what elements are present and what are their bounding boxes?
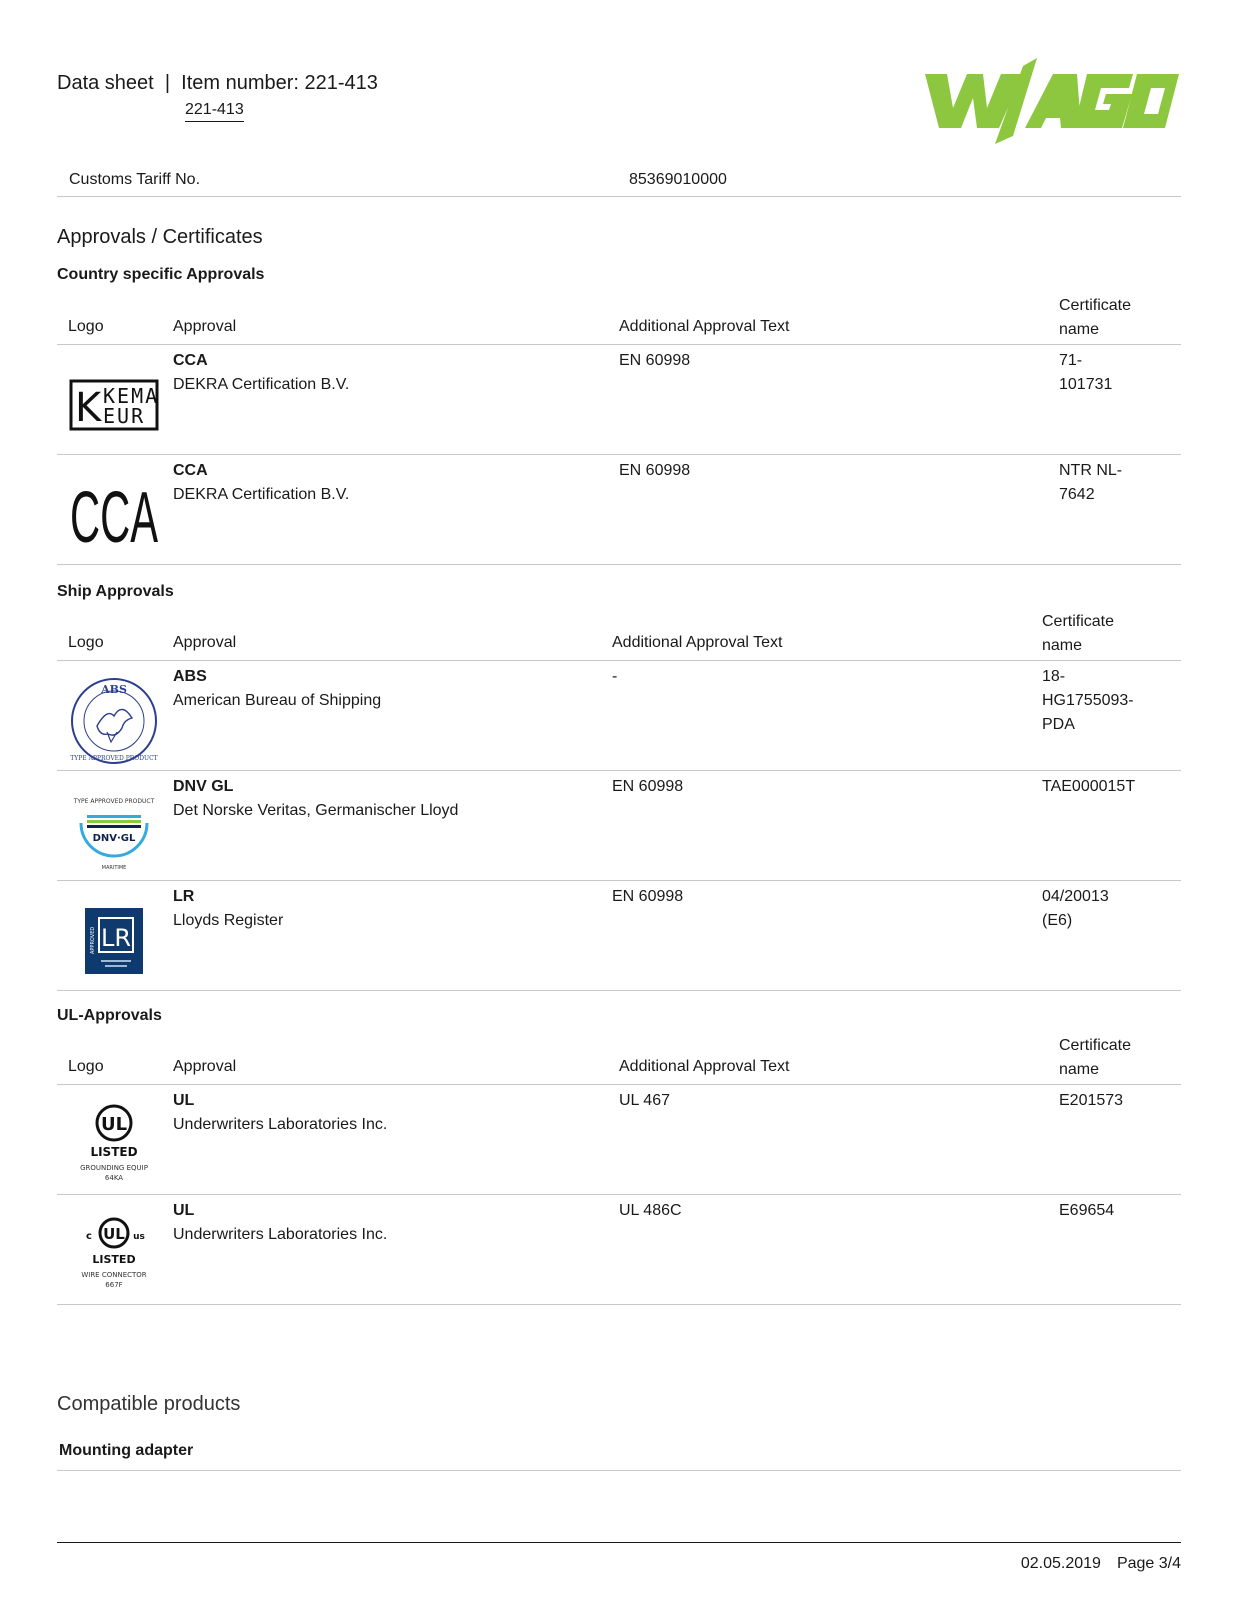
svg-text:UL: UL: [103, 1225, 125, 1243]
svg-text:TYPE APPROVED PRODUCT: TYPE APPROVED PRODUCT: [73, 798, 155, 805]
svg-text:us: us: [133, 1232, 145, 1242]
approval-org: DEKRA Certification B.V.: [173, 486, 350, 503]
svg-text:APPROVED: APPROVED: [90, 926, 96, 954]
lloyds-register-logo-icon: [65, 899, 163, 983]
svg-text:MARITIME: MARITIME: [101, 865, 127, 871]
additional-text: UL 486C: [619, 1202, 682, 1219]
ship-approvals-table: [57, 606, 1181, 991]
ship-approvals-heading: Ship Approvals: [57, 583, 174, 600]
table-row: [57, 1195, 1181, 1305]
approval-org: American Bureau of Shipping: [173, 692, 382, 709]
approval-name: CCA: [173, 352, 208, 369]
svg-text:ABS: ABS: [101, 683, 127, 696]
col-logo: Logo: [68, 318, 104, 335]
certificate-name: E69654: [1059, 1202, 1115, 1219]
svg-text:WIRE CONNECTOR: WIRE CONNECTOR: [81, 1271, 147, 1279]
ul-listed-logo-icon: [65, 1103, 163, 1187]
col-additional: Additional Approval Text: [612, 634, 783, 651]
customs-tariff-label: Customs Tariff No.: [69, 171, 201, 188]
additional-text: EN 60998: [619, 352, 691, 369]
svg-text:c: c: [86, 1231, 92, 1242]
approval-org: Underwriters Laboratories Inc.: [173, 1226, 388, 1243]
additional-text: EN 60998: [612, 778, 684, 795]
col-logo: Logo: [68, 1058, 104, 1075]
col-additional: Additional Approval Text: [619, 318, 790, 335]
table-row: [57, 771, 1181, 881]
customs-tariff-row: [57, 168, 1181, 197]
col-certificate: Certificate name: [1059, 1037, 1132, 1078]
svg-text:K: K: [75, 385, 102, 431]
footer-date: 02.05.2019: [1020, 1555, 1101, 1572]
table-header: [57, 606, 1181, 661]
certificate-name: E201573: [1059, 1092, 1124, 1109]
wago-logo-text: WAGO: [925, 58, 929, 59]
dnv-gl-logo-icon: [65, 789, 163, 873]
col-approval: Approval: [173, 1058, 237, 1075]
certificate-name: 71- 101731: [1059, 352, 1113, 393]
svg-text:TYPE APPROVED PRODUCT: TYPE APPROVED PRODUCT: [70, 755, 158, 762]
wago-logo: [925, 58, 1179, 144]
certificate-name: 04/20013 (E6): [1042, 888, 1109, 929]
col-additional: Additional Approval Text: [619, 1058, 790, 1075]
col-certificate: Certificate name: [1042, 613, 1115, 654]
col-logo: Logo: [68, 634, 104, 651]
approval-name: UL: [173, 1202, 195, 1219]
table-header: [57, 290, 1181, 345]
approval-org: Lloyds Register: [173, 912, 284, 929]
compatible-products-heading: Compatible products: [57, 1393, 241, 1415]
footer: [1021, 1555, 1181, 1573]
approval-org: Det Norske Veritas, Germanischer Lloyd: [173, 802, 459, 819]
ul-approvals-table: [57, 1030, 1181, 1305]
approval-name: LR: [173, 888, 195, 905]
certificate-name: 18- HG1755093- PDA: [1042, 668, 1134, 733]
certificate-name: NTR NL- 7642: [1059, 462, 1123, 503]
table-row: [57, 455, 1181, 565]
page-title: Data sheet | Item number: 221-413: [57, 72, 378, 94]
additional-text: EN 60998: [619, 462, 691, 479]
mounting-adapter-section[interactable]: [57, 1438, 1181, 1471]
svg-text:64KA: 64KA: [104, 1174, 124, 1182]
footer-divider: [57, 1542, 1181, 1543]
approval-name: DNV GL: [173, 778, 234, 795]
approval-name: UL: [173, 1092, 195, 1109]
approvals-heading: Approvals / Certificates: [57, 226, 263, 248]
svg-text:667F: 667F: [105, 1281, 123, 1289]
svg-text:CCA: CCA: [70, 478, 158, 558]
item-number-link[interactable]: 221-413: [185, 101, 244, 122]
table-header: [57, 1030, 1181, 1085]
footer-page: Page 3/4: [1116, 1555, 1181, 1572]
cca-logo-icon: [65, 473, 163, 557]
additional-text: EN 60998: [612, 888, 684, 905]
mounting-adapter-label: Mounting adapter: [59, 1442, 194, 1459]
svg-text:LR: LR: [100, 924, 132, 952]
col-certificate: Certificate name: [1059, 297, 1132, 338]
table-row: [57, 1085, 1181, 1195]
svg-text:GROUNDING EQUIP: GROUNDING EQUIP: [80, 1164, 148, 1172]
svg-text:KEMA: KEMA: [103, 384, 160, 408]
kema-keur-logo-icon: [65, 363, 163, 447]
customs-tariff-value: 85369010000: [629, 171, 727, 188]
table-row: [57, 661, 1181, 771]
additional-text: UL 467: [619, 1092, 670, 1109]
svg-text:EUR: EUR: [103, 404, 146, 428]
svg-text:LISTED: LISTED: [90, 1145, 138, 1159]
col-approval: Approval: [173, 634, 237, 651]
svg-text:DNV·GL: DNV·GL: [92, 833, 136, 844]
cul-us-listed-logo-icon: [65, 1213, 163, 1297]
ul-approvals-heading: UL-Approvals: [57, 1007, 162, 1024]
col-approval: Approval: [173, 318, 237, 335]
table-row: [57, 345, 1181, 455]
abs-seal-logo-icon: [65, 679, 163, 763]
approval-name: ABS: [173, 668, 207, 685]
approval-org: DEKRA Certification B.V.: [173, 376, 350, 393]
country-approvals-table: [57, 290, 1181, 565]
certificate-name: TAE000015T: [1042, 778, 1136, 795]
svg-text:LISTED: LISTED: [92, 1253, 136, 1266]
approval-name: CCA: [173, 462, 208, 479]
table-row: [57, 881, 1181, 991]
svg-text:UL: UL: [100, 1114, 128, 1135]
country-approvals-heading: Country specific Approvals: [57, 266, 265, 283]
approval-org: Underwriters Laboratories Inc.: [173, 1116, 388, 1133]
additional-text: -: [612, 668, 618, 685]
